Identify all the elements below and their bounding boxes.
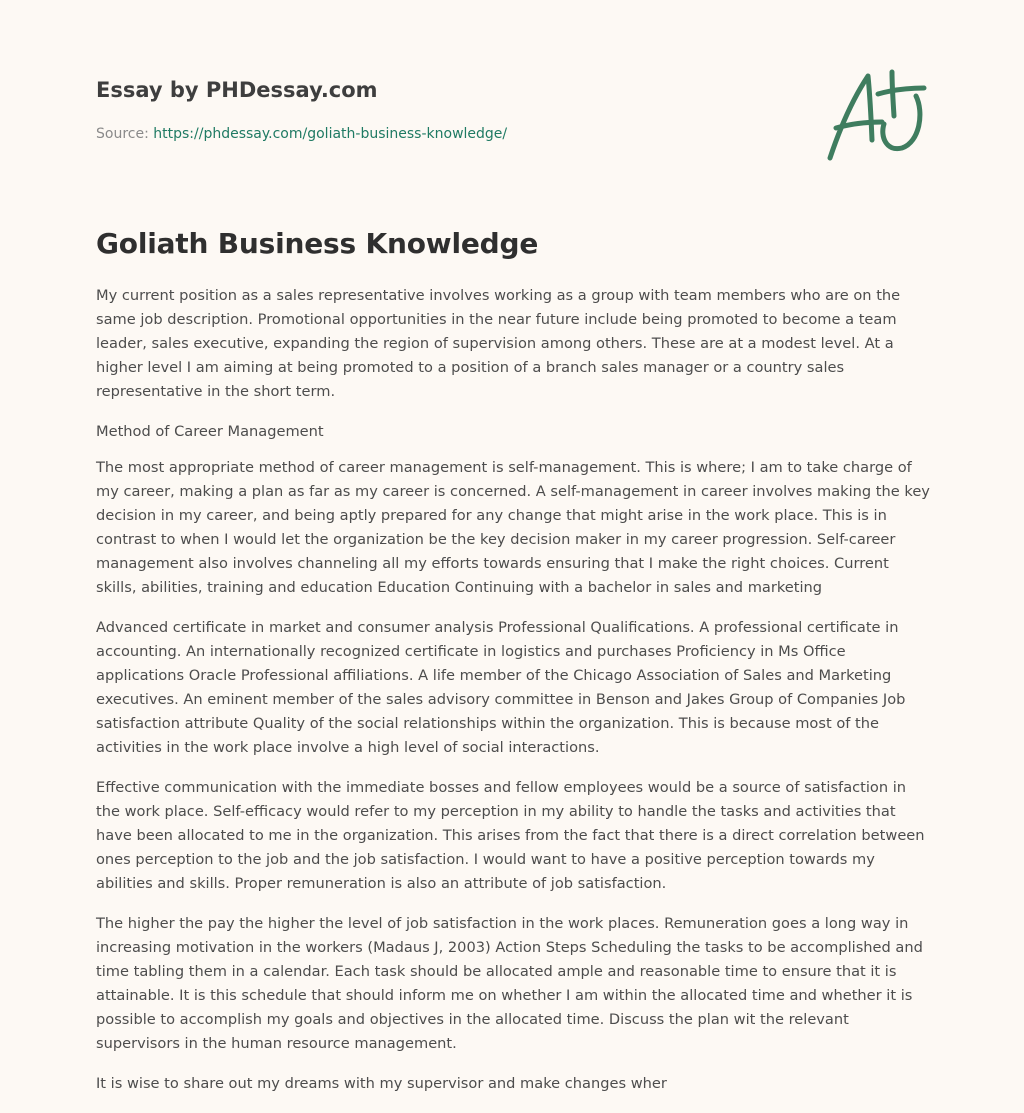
- essay-body: [96, 284, 932, 1112]
- site-brand: Essay by PHDessay.com: [96, 78, 378, 102]
- essay-header: [96, 76, 796, 144]
- essay-paragraph: The higher the pay the higher the level of job satisfaction in the work places. Remuneration goes a long way in increasing motivation in the workers (Madaus J, 2003) Action Steps Scheduling the tasks to be accomplished and time tabling them in a calendar. Each task should be allocated ample and reasonable time to ensure that it is attainable. It is this schedule that should inform me on whether I am within the allocated time and whether it is possible to accomplish my goals and objectives in the allocated time. Discuss the plan wit the relevant supervisors in the human resource management.: [96, 915, 923, 1052]
- source-link[interactable]: https://phdessay.com/goliath-business-knowledge/: [153, 126, 508, 142]
- essay-paragraph: Effective communication with the immediate bosses and fellow employees would be a source of satisfaction in the work place. Self-efficacy would refer to my perception in my ability to handle the tasks and activities that have been allocated to me in the organization. This arises from the fact that there is a direct correlation between ones perception to the job and the job satisfaction. I would want to have a positive perception towards my abilities and skills. Proper remuneration is also an attribute of job satisfaction.: [96, 779, 925, 892]
- source-label: Source:: [96, 126, 149, 142]
- a-plus-logo-icon: [822, 66, 932, 166]
- section-heading: Method of Career Management: [96, 423, 324, 440]
- source-line: [96, 124, 796, 144]
- essay-paragraph: Advanced certificate in market and consumer analysis Professional Qualifications. A professional certificate in accounting. An internationally recognized certificate in logistics and purchases Proficiency in Ms Office applications Oracle Professional affiliations. A life member of the Chicago Association of Sales and Marketing executives. An eminent member of the sales advisory committee in Benson and Jakes Group of Companies Job satisfaction attribute Quality of the social relationships within the organization. This is because most of the activities in the work place involve a high level of social interactions.: [96, 619, 906, 756]
- essay-paragraph: My current position as a sales representative involves working as a group with team members who are on the same job description. Promotional opportunities in the near future include being promoted to become a team leader, sales executive, expanding the region of supervision among others. These are at a modest level. At a higher level I am aiming at being promoted to a position of a branch sales manager or a country sales representative in the short term.: [96, 287, 901, 400]
- essay-paragraph: The most appropriate method of career management is self-management. This is where; I am to take charge of my career, making a plan as far as my career is concerned. A self-management in career involves making the key decision in my career, and being aptly prepared for any change that might arise in the work place. This is in contrast to when I would let the organization be the key decision maker in my career progression. Self-career management also involves channeling all my efforts towards ensuring that I make the right choices. Current skills, abilities, training and education Education Continuing with a bachelor in sales and marketing: [96, 459, 930, 596]
- essay-title: Goliath Business Knowledge: [96, 227, 539, 260]
- essay-paragraph: It is wise to share out my dreams with my supervisor and make changes wher: [96, 1075, 667, 1092]
